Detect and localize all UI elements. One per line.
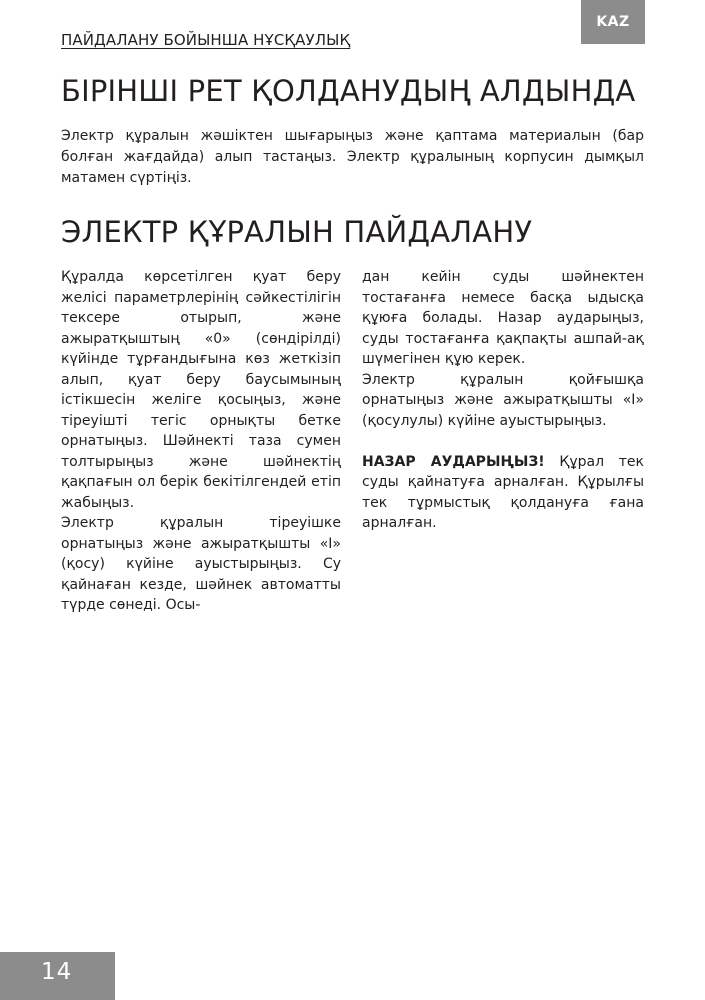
usage-paragraph-3: дан кейін суды шәйнектен тостағанға немесе басқа ыдысқа құюға болады. Назар аударыңыз, суды тостағанға қақпақты ашпай-ақ шүмегінен құю керек. <box>362 269 644 367</box>
language-tab: KAZ <box>581 0 645 44</box>
section-heading-first-use: БІРІНШІ РЕТ ҚОЛДАНУДЫҢ АЛДЫНДА <box>61 74 636 108</box>
page-number: 14 <box>41 959 73 985</box>
warning-text: Құрал тек суды қайнатуға арналған. Құрылғы тек тұрмыстық қолдануға ғана арналған. <box>362 453 644 531</box>
usage-paragraph-2: Электр құралын тіреуішке орнатыңыз және ажыратқышты «I» (қосу) күйіне ауыстырыңыз. Су қайнаған кезде, шәйнек автоматты түрде сөнеді. Осы- <box>61 515 341 613</box>
usage-paragraph-4: Электр құралын қойғышқа орнатыңыз және ажыратқышты «I» (қосулулы) күйіне ауыстырыңыз. <box>362 371 644 429</box>
header-title: ПАЙДАЛАНУ БОЙЫНША НҰСҚАУЛЫҚ <box>61 31 351 49</box>
warning-paragraph <box>362 452 644 534</box>
warning-label: НАЗАР АУДАРЫҢЫЗ! <box>362 453 545 470</box>
first-use-paragraph: Электр құралын жәшіктен шығарыңыз және қаптама материалын (бар болған жағдайда) алып тастаңыз. Электр құралының корпусин дымқыл матамен сүртіңіз. <box>61 128 644 186</box>
section-heading-usage: ЭЛЕКТР ҚҰРАЛЫН ПАЙДАЛАНУ <box>61 215 533 249</box>
right-column <box>362 267 644 534</box>
left-column <box>61 267 341 616</box>
usage-paragraph-1: Құралда көрсетілген қуат беру желісі параметрлерінің сәйкестілігін тексере отырып, және ажыратқыштың «0» (сөндірілді) күйінде тұрғандығына көз жеткізіп алып, қуат беру баусымының істікшесін желіге қосыңыз, және тіреуішті тегіс орнықты бетке орнатыңыз. Шәйнекті таза сумен толтырыңыз және шәйнектің қақпағын ол берік бекітілгендей етіп жабыңыз. <box>61 269 341 511</box>
